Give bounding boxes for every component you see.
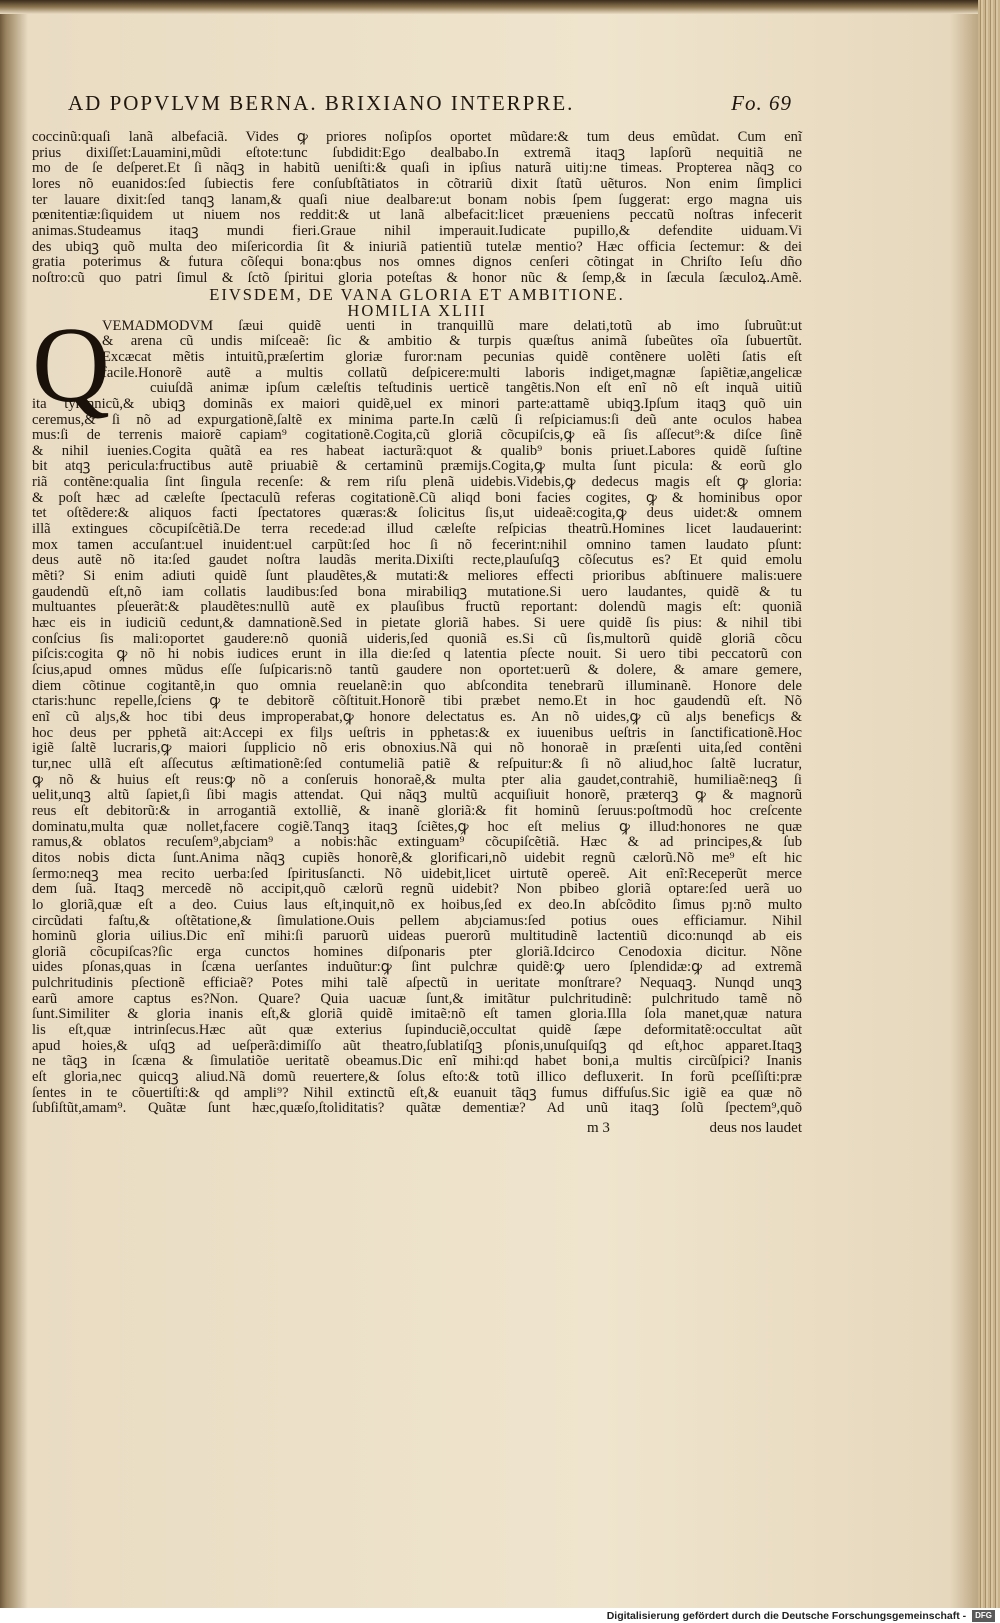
text-line: uelit,unqꝫ altũ ſapiet,ſi ſibi magis attendat. Qui nãqꝫ multũ acquiſiuit honorẽ, præterqꝫ ꝙ & magnorũ xyxy=(32,787,802,804)
text-line: dominatu,multa quæ nollet,facere cogiẽ.Tanqꝫ itaqꝫ ſciẽtes,ꝙ hoc eſt melius ꝙ illud:honores ne quæ xyxy=(32,818,802,835)
text-line: bit atqꝫ pericula:fructibus autẽ priuabiẽ & certaminũ præmijs.Cogita,ꝙ multa ſunt picula: & eorũ glo xyxy=(32,458,802,475)
text-line: gaudendũ eſt,nõ iam collatis laudibus:ſed bona mirabiliqꝫ mutatione.Si uero laudantes, quidẽ & tu xyxy=(32,583,802,600)
text-line: hoc deus per pphetã ait:Accepi ex filȷs ueſtris in pphetas:& ex iuuenibus ueſtris in ſanctificationẽ.Hoc xyxy=(32,724,802,741)
text-line: deus autẽ nõ ita:ſed gaudet noſtra laudãs merita.Dixiſti recte,plauſuſqꝫ cõſecutus es? Et quid emolu xyxy=(32,552,802,569)
text-line: ramus,& oblatos recuſem⁹,abȷciam⁹ a nobis:hãc extinguam⁹ cõcupiſcẽtiã. Hæc & ad principes,& ſub xyxy=(32,834,802,851)
text-line: apud hoies,& uſqꝫ ad ueſperã:dimiſſo aũt theatro,ſublatiſqꝫ pſonis,unuſquiſqꝫ qd eſt,hoc apparet.Itaqꝫ xyxy=(32,1037,802,1054)
text-line: ſentes in te cõuertiſti:& qd ampli⁹? Nihil extinctũ eſt,& euanuit tãqꝫ fumus diffuſus.Sic igiẽ ea quæ nõ xyxy=(32,1084,802,1101)
text-line: hominũ gloria uilius.Dic enĩ mihi:ſi paruorũ uideas puerorũ multitudinẽ lactentiũ dico:nunqd ab eis xyxy=(32,928,802,945)
text-line: hæc eis in iudiciũ cedunt,& damnationẽ.Sed in pietate gloriã habes. Si uere quidẽ ſis pius: & nihil tibi xyxy=(32,615,802,632)
text-line: mẽti? Si enim adiuti quidẽ ſunt plaudẽtes,& mutati:& meliores effecti prioribus abſtinuere malis:uere xyxy=(32,568,802,585)
text-line: lis eſt,quæ intrinſecus.Hæc aũt quæ exterius ſupinduciẽ,occultat quidẽ ſæpe deformitatẽ:occultat aũt xyxy=(32,1022,802,1039)
text-line: igiẽ ſaltẽ lucraris,ꝙ maiori ſupplicio nõ eris obnoxius.Nã qui nõ honoraẽ in præſenti uita,ſed contẽni xyxy=(32,740,802,757)
text-line: VEMADMODVM ſæui quidẽ uenti in tranquillũ mare delati,totũ ab imo ſubruũt:ut xyxy=(102,317,802,334)
book-edge-top xyxy=(0,0,1000,14)
text-line: ſcius,apud omnes mũdus eſſe ſuſpicaris:nõ tantũ gaudere non oportet:uerũ & dolere, & amare gemere, xyxy=(32,662,802,678)
text-line: Excæcat mẽtis intuitũ,præſertim gloriæ furor:nam pecunias quidẽ contẽnere uolẽti ſatis eſt xyxy=(102,348,802,365)
running-head xyxy=(32,91,802,130)
footer-credit: Digitalisierung gefördert durch die Deutsche Forschungsgemeinschaft - xyxy=(606,1609,967,1622)
homily-number: HOMILIA XLIII xyxy=(347,300,487,320)
text-line: cuiuſdã animæ ipſum cæleſtis teſtudinis uerticẽ tangẽtis.Non eſt enĩ nõ eſt inquã uitiũ xyxy=(150,380,802,397)
text-line: coccinũ:quaſi lanã albefaciã. Vides ꝙ priores noſipſos oportet mũdare:& tum deus emũdat. Cum enĩ xyxy=(32,129,802,145)
section-title: EIVSDEM, DE VANA GLORIA ET AMBITIONE. xyxy=(209,284,625,304)
text-line: dem ſuã. Itaqꝫ mercedẽ nõ accipit,quõ cælorũ regnũ uidebit? Non pbibeo gloriã optare:ſed uerã uo xyxy=(32,881,802,898)
digitization-footer xyxy=(0,1608,1000,1623)
text-line: mox tamen accuſant:uel inuident:uel carpũt:ſed hoc ſi nõ fecerint:nihil omnino tamen laudato pſunt: xyxy=(32,536,802,553)
text-line: ꝙ nõ & huius eſt reus:ꝙ nõ a conſeruis honoraẽ,& multa pter alia gaudet,contrahiẽ, humiliaẽ:neqꝫ ſi xyxy=(32,771,802,788)
text-line: ceremus,& ſi nõ ad expurgationẽ,ſaltẽ ex minima parte.In cælũ ſi reſpiciamus:ſi deũ ante oculos habea xyxy=(32,411,802,428)
text-line: illã extingues cõcupiſcẽtiã.De terra recede:ad illud cæleſte reſpicias theatrũ.Homines licet laudauerint: xyxy=(32,521,802,538)
text-line: ditos nobis dicta ſunt.Anima nãqꝫ cupiẽs honorẽ,& glorificari,nõ uidebit regnũ cælorũ.Nõ me⁹ eſt hic xyxy=(32,849,802,866)
text-line: enĩ cũ alȷs,& hoc tibi deus improperabat,ꝙ honore delectatus es. An nõ uides,ꝙ cũ alȷs beneficȷs & xyxy=(32,708,802,725)
text-line: gloriã cõcupiſcas?ſic erga cunctos homines diſponaris pter gloriã.Idcirco Cenodoxia dicitur. Nõne xyxy=(32,943,802,960)
dfg-logo: DFG xyxy=(972,1610,995,1622)
text-line: ne tãqꝫ in ſcæna & ſimulatiõe ueritatẽ obeamus.Dic enĩ mihi:qd habet boni,a multis circũſpici? Inanis xyxy=(32,1053,802,1070)
previous-homily-ending xyxy=(32,130,802,287)
text-line: ſunt.Similiter & gloria inanis eſt,& gloriã quidẽ imitaẽ:nõ eſt tamen gloria.Illa ſola manet,quæ natura xyxy=(32,1006,802,1023)
text-line: tet oſtẽdere:& aliquos facti ſpectatores quæras:& ſolicitus ſis,ut uideaẽ:cogita,ꝙ deus uidet:& omnem xyxy=(32,505,802,522)
text-line: pœnitentiæ:ſiquidem ut niuem nos reddit:& ut lanã albefacit:licet præueniens peccatũ noſtras infecerit xyxy=(32,207,802,224)
text-line: facile.Honorẽ autẽ a multis collatũ deſpicere:multi laboris indiget,magnæ ſapiẽtiæ,angelicæ xyxy=(102,364,802,381)
text-line: piſcis:cogita ꝙ nõ hi nobis iudices erunt in illa die:ſed q latentia pſecte nouit. Si uero tibi peccatorũ con xyxy=(32,646,802,663)
text-line: multuantes pſeuerãt:& plaudẽtes:nullũ autẽ ex plauſibus fructũ reportant: dolendũ magis eſt: quoniã xyxy=(32,599,802,616)
text-line: mus:ſi de terrenis maiorẽ capiam⁹ cogitationẽ.Cogita,cũ gloriã cõcupiſcis,ꝙ eã ſis aſſecut⁹:& diſce ſinẽ xyxy=(32,427,802,444)
signature-mark: m 3 xyxy=(587,1120,610,1137)
running-head-title: AD POPVLVM BERNA. BRIXIANO INTERPRE. xyxy=(68,91,575,115)
text-line: animas.Studeamus itaqꝫ mundi fieri.Graue nihil imperauit.Iudicate pupillo,& defendite uiduam.Vi xyxy=(32,222,802,239)
signature-catchword-line xyxy=(32,1121,802,1141)
text-line: gratia poterimus & futura cõſequi bona:qbus nos omnes dignos cenſeri cõtingat in Chriſto Ieſu dño xyxy=(32,254,802,271)
text-line: ſubſiſtũt,amam⁹. Quãtæ ſunt hæc,quæſo,ſtoliditatis? quãtæ dementiæ? Ad unũ itaqꝫ ſolũ ſpectem⁹,quõ xyxy=(32,1100,802,1117)
text-line: lo gloriã,quæ eſt a deo. Cuius laus eſt,inquit,nõ ex hoibus,ſed ex deo.In abſcõdito ſimus pȷ:nõ multo xyxy=(32,896,802,913)
text-line: ita tyrannicũ,& ubiqꝫ dominãs ex maiori quidẽ,uel ex minori parte:attamẽ ubiqꝫ.Ipſum itaqꝫ quõ uin xyxy=(32,395,802,412)
text-line: eſt gloria,nec quicqꝫ aliud.Nã domũ reuertere,& ſolus eſto:& totũ illico defluxerit. In forũ pceſſiſti:præ xyxy=(32,1069,802,1086)
folio-number: Fo. 69 xyxy=(731,91,792,115)
text-line: pulchritudinis pſectionẽ efficiaẽ? Potes mihi talẽ aſpectũ in ueritate monſtrare? Nequaqꝫ. Nunqd unqꝫ xyxy=(32,975,802,992)
text-line: mo de ſe deſperet.Et ſi nãqꝫ in habitũ ueniſti:& quaſi in ipſius naturã uitiȷ:ne timeas. Propterea nãqꝫ co xyxy=(32,160,802,177)
text-line: & nihil iuenies.Cogita quãtã ea res habeat iacturã:quot & qualib⁹ bonis priuet.Labores quidẽ ſuſtine xyxy=(32,442,802,459)
text-line: prius dixiſſet:Lauamini,mũdi eſtote:tunc ſubdidit:Ego dealbabo.In extremã itaqꝫ lapſorũ nequitiã ne xyxy=(32,144,802,161)
text-line: lores nõ euanidos:ſed ſubiectis fere conſubſtãtiatos in cõtrariũ dixit ſtatũ uẽturos. Non enim ſimplici xyxy=(32,175,802,192)
text-line: & arena cũ undis miſceaẽ: ſic & ambitio & turpis quæſtus animã ſubeũtes oĩa ſubuertũt. xyxy=(102,333,802,350)
text-line: des ubiqꝫ quõ multa deo miſericordia ſit & iniuriã patientiũ tutelæ mentio? Hæc officia ſectemur: & dei xyxy=(32,238,802,255)
text-line: ctaris:hunc repelle,ſciens ꝙ te debitorẽ cõſtituit.Honorẽ tibi præbet nemo.Et in hoc gaudendũ eſt. Nõ xyxy=(32,693,802,710)
drop-cap: Q xyxy=(32,305,110,425)
text-line: earũ amore captus es?Non. Quare? Quia uacuæ ſunt,& imitãtur pulchritudinẽ: pulchritudo tamẽ nõ xyxy=(32,990,802,1007)
text-line: reus eſt debitorũ:& in arrogantiã extolliẽ, & inanẽ gloriã:& fit hominũ ſeruus:poſtmodũ hoc creſcente xyxy=(32,802,802,819)
text-line: ter lauare dixit:ſed tanqꝫ lanam,& quaſi niue dealbare:ut bonam nobis ſpem ſuggerat: ergo magna uis xyxy=(32,191,802,208)
text-line: tur,nec ullã eſt aſſecutus æſtimationẽ:ſed contumeliã patiẽ & reſpuitur:& ſi nõ aliud,hoc ſaltẽ lucratur, xyxy=(32,755,802,772)
book-page-stack xyxy=(978,0,1000,1608)
text-block xyxy=(32,91,802,1141)
text-line: & poſt hæc ad cæleſte ſpectaculũ referas cogitationẽ.Cũ aliqd boni facies cogites, ꝙ & hominibus opor xyxy=(32,489,802,506)
text-line: ſermo:neqꝫ mea recito uerba:ſed ſpiritusſancti. Nõ uidebit,licet uirtutẽ opereẽ. Ait enĩ:Receperũt merce xyxy=(32,865,802,882)
text-line: riã contẽne:qualia ſint ſingula recenſe: & rem riſu plenã uidebis.Videbis,ꝙ dedecus magis eſt ꝙ gloria: xyxy=(32,474,802,491)
text-line: uides pſonas,quas in ſcæna uerſantes induũtur:ꝙ ſint pulchræ quidẽ:ꝙ uero ſplendidæ:ꝙ ad extremã xyxy=(32,959,802,976)
text-line: conſcius ſis mali:oportet gaudere:nõ quoniã uideris,ſed quoniã es.Si cũ ſis,multorũ quidẽ gloriã cõcu xyxy=(32,630,802,647)
catchword: deus nos laudet xyxy=(709,1120,802,1137)
text-line: noſtro:cũ quo patri ſimul & ſctõ ſpiritui gloria poteſtas & honor nũc & ſemp,& in ſæcula ſæculoꝝ.Amẽ. xyxy=(32,269,802,286)
text-line: circũdati faſtu,& oſtẽtatione,& ſimulatione.Ouis pellem abȷciamus:ſed potius oues efficiamur. Nihil xyxy=(32,912,802,929)
text-line: diem cõtinue cogitantẽ,in quo omnia reuelanẽ:in quo abſcondita tenebrarũ illuminanẽ. Honore dele xyxy=(32,677,802,694)
